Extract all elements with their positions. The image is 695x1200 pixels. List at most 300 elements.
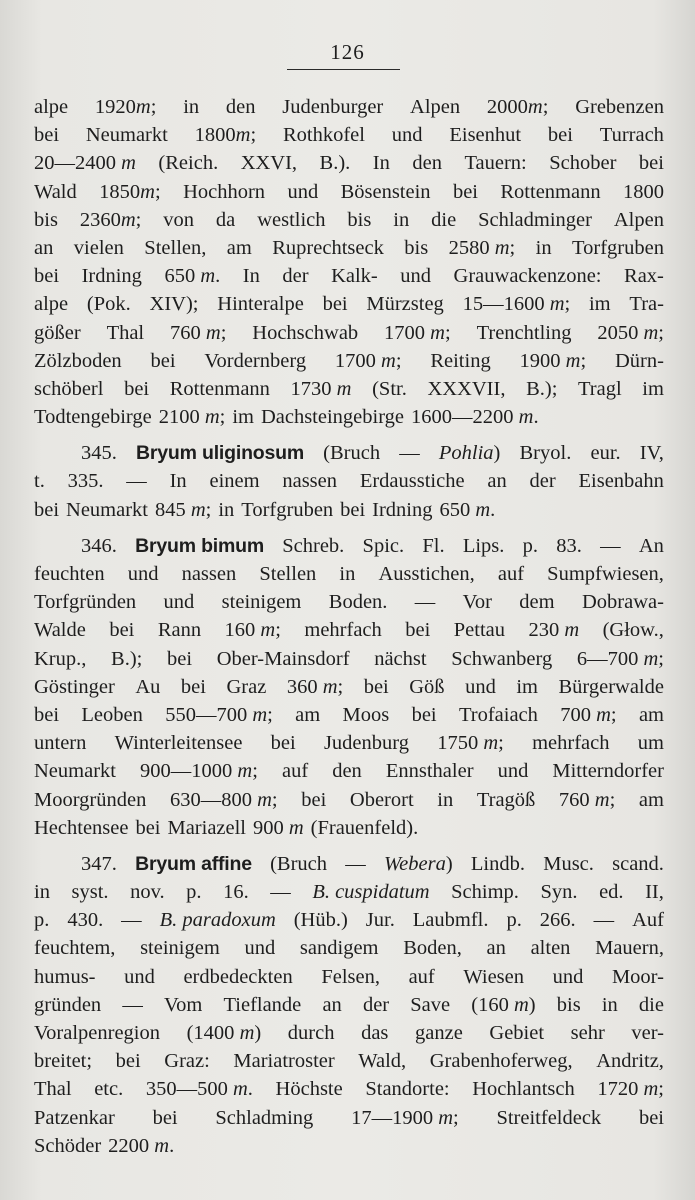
word-text: — <box>345 852 366 875</box>
word-text: ; <box>150 96 157 118</box>
word <box>68 467 104 495</box>
italic-text: m <box>317 675 338 698</box>
word-text: Grabenhoferweg, <box>429 1050 573 1073</box>
word <box>34 786 146 814</box>
word <box>332 757 362 785</box>
word <box>384 850 453 878</box>
word <box>597 1075 664 1103</box>
word-text: alpe <box>34 96 69 118</box>
word-text: Musc. <box>543 852 594 875</box>
word-text: ; <box>275 619 281 642</box>
word-text: 1850 <box>99 180 141 203</box>
word <box>81 850 117 878</box>
species-entry-346 <box>34 532 664 842</box>
word-text: etc. <box>94 1078 124 1101</box>
word <box>639 149 664 177</box>
word <box>612 850 664 878</box>
word <box>578 375 622 403</box>
word-text: Torfgruben <box>572 236 664 259</box>
word-text: ; <box>154 180 161 203</box>
word <box>536 234 552 262</box>
word-text: ; <box>658 1078 664 1101</box>
word <box>589 290 611 318</box>
word-text: . <box>215 265 221 288</box>
word <box>287 673 343 701</box>
word <box>500 178 600 206</box>
word <box>412 701 437 729</box>
text-line <box>34 616 664 644</box>
word-text: bei <box>411 703 437 726</box>
word <box>81 532 117 560</box>
word-text: ) <box>254 1022 262 1044</box>
word <box>158 616 201 644</box>
word-text: Mauern, <box>595 937 664 960</box>
word-text: 1730 <box>290 377 332 400</box>
word-text: breitet; <box>34 1050 93 1073</box>
word <box>614 206 664 234</box>
word-text: (Hüb.) <box>293 909 348 932</box>
word <box>160 906 276 934</box>
word-text: Schober <box>549 152 617 175</box>
word-text: Rottenmann <box>500 180 601 203</box>
word <box>477 786 535 814</box>
word-text: Neumarkt <box>85 124 168 147</box>
word <box>34 729 86 757</box>
text-line <box>34 1075 664 1103</box>
word-text: um <box>637 732 664 755</box>
word-text: bei <box>124 377 150 400</box>
word-text: bei <box>167 647 193 670</box>
word-text: In <box>169 470 187 493</box>
word <box>523 532 538 560</box>
word-text: 650 <box>439 498 471 521</box>
word-text: sehr <box>570 1022 605 1044</box>
word-text: 1800 <box>622 180 664 203</box>
word-text: syst. <box>71 881 109 904</box>
word <box>150 347 175 375</box>
word-text: in <box>535 236 552 259</box>
word <box>322 991 341 1019</box>
word <box>631 1019 664 1047</box>
word <box>516 673 538 701</box>
word-text: Rothkofel <box>282 124 365 147</box>
text-line <box>34 467 664 495</box>
word <box>165 701 273 729</box>
word <box>158 149 218 177</box>
word-text: vielen <box>73 236 124 259</box>
word-text: 2580 <box>448 236 490 259</box>
word-text: 17—1900 <box>351 1106 434 1129</box>
word <box>430 347 490 375</box>
word-text: in <box>218 498 235 521</box>
italic-text: m <box>227 1078 248 1101</box>
word <box>124 963 155 991</box>
word-text: Göstinger <box>34 675 115 698</box>
word-text: mehrfach <box>532 732 610 755</box>
word <box>282 757 308 785</box>
word-text: 2000 <box>486 96 528 118</box>
word <box>244 934 275 962</box>
word <box>439 439 501 467</box>
word-text: bei <box>150 349 176 372</box>
text-line <box>34 673 664 701</box>
word-text: bei <box>180 675 206 698</box>
word <box>226 93 256 121</box>
word-text: Grauwackenzone: <box>453 265 602 288</box>
word-text: Mürzsteg <box>366 293 444 316</box>
word-text: bei <box>34 124 60 147</box>
word-text: Standorte: <box>365 1078 450 1101</box>
word-text: 16. <box>223 881 249 904</box>
word <box>384 319 451 347</box>
word-text: Eisenhut <box>449 124 522 147</box>
word <box>186 878 201 906</box>
word <box>130 878 165 906</box>
word-text: der <box>362 993 390 1016</box>
word <box>451 878 519 906</box>
word-text: Irdning <box>81 265 142 288</box>
word <box>34 375 103 403</box>
word <box>449 121 521 149</box>
word <box>146 1075 253 1103</box>
word <box>312 878 429 906</box>
species-name: Bryum uliginosum <box>136 442 304 465</box>
word <box>597 319 664 347</box>
word-text: Wald <box>34 180 77 203</box>
word <box>116 1047 141 1075</box>
word <box>99 178 161 206</box>
word-text: Ober-Mainsdorf <box>216 647 350 670</box>
word-text: Reiting <box>430 349 491 372</box>
word-text: 900 <box>252 816 284 839</box>
italic-text: m <box>544 293 565 316</box>
word-text: bis <box>556 993 581 1016</box>
word <box>257 206 325 234</box>
word <box>126 467 147 495</box>
word <box>487 934 506 962</box>
word-text: 1900 <box>519 349 561 372</box>
word-text: Schladminger <box>478 208 592 231</box>
word <box>34 1104 115 1132</box>
word <box>135 673 160 701</box>
word <box>540 878 577 906</box>
italic-text: m <box>589 788 610 811</box>
word-text: — <box>121 909 142 932</box>
word <box>639 991 664 1019</box>
word <box>640 439 664 467</box>
word-text: bei <box>270 732 296 755</box>
word-text: (Bruch <box>323 442 381 465</box>
word-text: 2360 <box>79 208 121 231</box>
word <box>270 850 327 878</box>
word <box>559 786 615 814</box>
word-text: Torfgruben <box>241 498 334 521</box>
word <box>34 262 59 290</box>
word <box>629 290 664 318</box>
word <box>276 1075 343 1103</box>
word-text: 346. <box>81 534 117 557</box>
word-text: Patzenkar <box>34 1106 115 1129</box>
word <box>603 616 664 644</box>
word-text: steinigem <box>140 937 220 960</box>
word-text: Eisenbahn <box>578 470 664 493</box>
word <box>345 850 366 878</box>
word <box>170 319 226 347</box>
word-text: 360 <box>286 675 318 698</box>
word <box>386 757 474 785</box>
word-text: (Głow., <box>602 619 664 642</box>
word <box>282 532 344 560</box>
header-rule <box>287 69 400 70</box>
word <box>548 121 573 149</box>
word-text: ed. <box>599 881 624 904</box>
word <box>144 234 206 262</box>
word <box>181 673 206 701</box>
word <box>410 991 450 1019</box>
word-text: Thal <box>34 1078 72 1101</box>
word <box>373 149 390 177</box>
word-text: 1720 <box>597 1078 639 1101</box>
word <box>34 906 49 934</box>
word-text: Dürn- <box>614 349 664 372</box>
word <box>164 262 220 290</box>
word-text: Rann <box>157 619 202 642</box>
word <box>34 814 128 842</box>
word-text: und <box>163 591 195 614</box>
word <box>422 532 444 560</box>
word <box>225 616 281 644</box>
word-text: Krup., <box>34 647 87 670</box>
word <box>222 588 302 616</box>
word <box>183 963 292 991</box>
word <box>324 729 409 757</box>
word-text: Bürgerwalde <box>558 675 664 698</box>
word <box>86 121 168 149</box>
word <box>140 934 220 962</box>
text-line <box>34 496 664 524</box>
word <box>155 496 211 524</box>
word <box>34 1019 160 1047</box>
word <box>632 906 664 934</box>
word <box>183 93 199 121</box>
word-text: ; <box>658 321 664 344</box>
word-text: bei <box>363 675 389 698</box>
word-text: 2100 <box>158 406 200 429</box>
word <box>400 262 431 290</box>
text-line <box>34 757 664 785</box>
word <box>415 588 436 616</box>
text-line <box>34 991 664 1019</box>
word-text: XIV); <box>149 293 199 316</box>
word-text: Stellen, <box>144 236 207 259</box>
word-text: da <box>215 208 236 231</box>
word-text: westlich <box>257 208 326 231</box>
word <box>393 206 409 234</box>
page-body <box>34 93 664 1160</box>
word <box>571 1019 605 1047</box>
word-text: und <box>552 965 584 988</box>
text-line <box>34 645 664 673</box>
word <box>34 319 81 347</box>
word-text: ; <box>135 208 142 231</box>
word <box>372 496 432 524</box>
word-text: ; <box>453 1106 459 1129</box>
italic-text: m <box>235 124 251 147</box>
word <box>217 645 350 673</box>
word-text: Lindb. <box>470 852 525 875</box>
page-number: 126 <box>330 40 365 64</box>
word <box>451 645 552 673</box>
word <box>135 850 252 878</box>
word <box>323 439 380 467</box>
word <box>577 645 664 673</box>
word-text: erdbedeckten <box>183 965 293 988</box>
word <box>437 729 504 757</box>
word-text: ; <box>542 96 549 118</box>
word-text: Neumarkt <box>34 760 116 783</box>
word-text: Dachsteingebirge <box>260 406 405 429</box>
word <box>361 1019 388 1047</box>
word-text: Walde <box>34 619 86 642</box>
word <box>216 206 235 234</box>
word-text: an <box>486 937 506 960</box>
word <box>243 262 260 290</box>
word <box>81 439 117 467</box>
word-text: im <box>588 293 611 316</box>
word-text: B.); <box>526 377 558 400</box>
word <box>639 1104 664 1132</box>
word <box>471 991 535 1019</box>
text-line <box>34 403 664 431</box>
word-text: 550—700 <box>165 703 248 726</box>
word-text: An <box>638 534 664 557</box>
word-text: in <box>437 788 454 811</box>
word-text: bei <box>109 619 135 642</box>
word <box>34 1047 92 1075</box>
word-text: ; <box>580 349 587 372</box>
word <box>34 701 59 729</box>
word-text: ; <box>252 760 258 783</box>
word-text: Schladming <box>215 1106 314 1129</box>
word-text: Schwanberg <box>451 647 553 670</box>
word-text: Ennsthaler <box>385 760 474 783</box>
word <box>295 701 320 729</box>
word-text: Schöder <box>34 1134 102 1157</box>
word-text: Erdausstiche <box>359 470 465 493</box>
word-text: an <box>487 470 507 493</box>
word <box>34 560 105 588</box>
word-text: Schimp. <box>451 881 519 904</box>
word <box>526 375 557 403</box>
text-line <box>34 532 664 560</box>
word-text: p. <box>34 909 50 932</box>
word-text: Boden. <box>328 591 388 614</box>
word <box>320 149 351 177</box>
word <box>547 560 664 588</box>
word <box>95 93 157 121</box>
word-text: 160 <box>224 619 256 642</box>
word-text: Tra- <box>629 293 664 316</box>
word-text: Felsen, <box>321 965 380 988</box>
italic-text: m <box>433 1106 453 1129</box>
word-text: ; <box>658 647 664 670</box>
word <box>560 701 616 729</box>
word <box>164 991 202 1019</box>
word-text: den <box>225 96 256 118</box>
word-text: Pettau <box>453 619 505 642</box>
text-line <box>34 963 664 991</box>
word <box>81 701 142 729</box>
word <box>183 178 265 206</box>
species-entry-347 <box>34 850 664 1160</box>
word-text: Wiesen <box>463 965 524 988</box>
word-text: und <box>127 563 159 585</box>
word-text: XXVI, <box>240 152 298 175</box>
word-text: (1400 <box>186 1022 235 1044</box>
word-text: Turrach <box>599 124 664 147</box>
text-line <box>34 262 664 290</box>
italic-text: m <box>234 1022 255 1044</box>
word <box>66 496 148 524</box>
word <box>282 93 383 121</box>
word <box>575 93 664 121</box>
word-text: feuchtem, <box>34 937 116 960</box>
word-text: ; <box>267 703 273 726</box>
word-text: das <box>361 1022 389 1044</box>
word-text: Stellen <box>259 563 317 585</box>
word <box>34 1075 72 1103</box>
text-line <box>34 1047 664 1075</box>
word-text: (Bruch <box>270 852 328 875</box>
word-text: 630—800 <box>169 788 252 811</box>
word <box>150 290 199 318</box>
word <box>459 701 538 729</box>
word <box>121 906 142 934</box>
word-text: bei <box>34 265 60 288</box>
word-text: Moos <box>342 703 390 726</box>
word <box>34 1132 101 1160</box>
word <box>223 991 301 1019</box>
italic-text: m <box>247 703 268 726</box>
italic-text: m <box>638 1078 659 1101</box>
word-text: 1750 <box>437 732 479 755</box>
italic-text: Pohlia <box>438 442 494 465</box>
word <box>287 178 318 206</box>
word-text: Kalk- <box>331 265 378 288</box>
italic-text: m <box>508 993 529 1016</box>
word-text: 1700 <box>334 349 376 372</box>
word <box>430 1047 573 1075</box>
word-text: eur. <box>590 442 621 465</box>
word-text: ; <box>219 406 226 429</box>
word-text: 347. <box>81 852 117 875</box>
text-line <box>34 121 664 149</box>
word-text: Tieflande <box>223 993 302 1016</box>
word <box>72 878 109 906</box>
word-text: — <box>122 993 143 1016</box>
word-text: ganze <box>415 1022 463 1044</box>
word-text: Leoben <box>81 703 143 726</box>
italic-text: B. paradoxum <box>159 909 276 932</box>
word <box>339 560 355 588</box>
italic-text: m <box>255 619 276 642</box>
word <box>167 814 246 842</box>
italic-text: m <box>140 180 155 203</box>
italic-text: m <box>590 703 611 726</box>
word <box>427 375 505 403</box>
word <box>223 878 249 906</box>
word-text: und <box>400 265 432 288</box>
